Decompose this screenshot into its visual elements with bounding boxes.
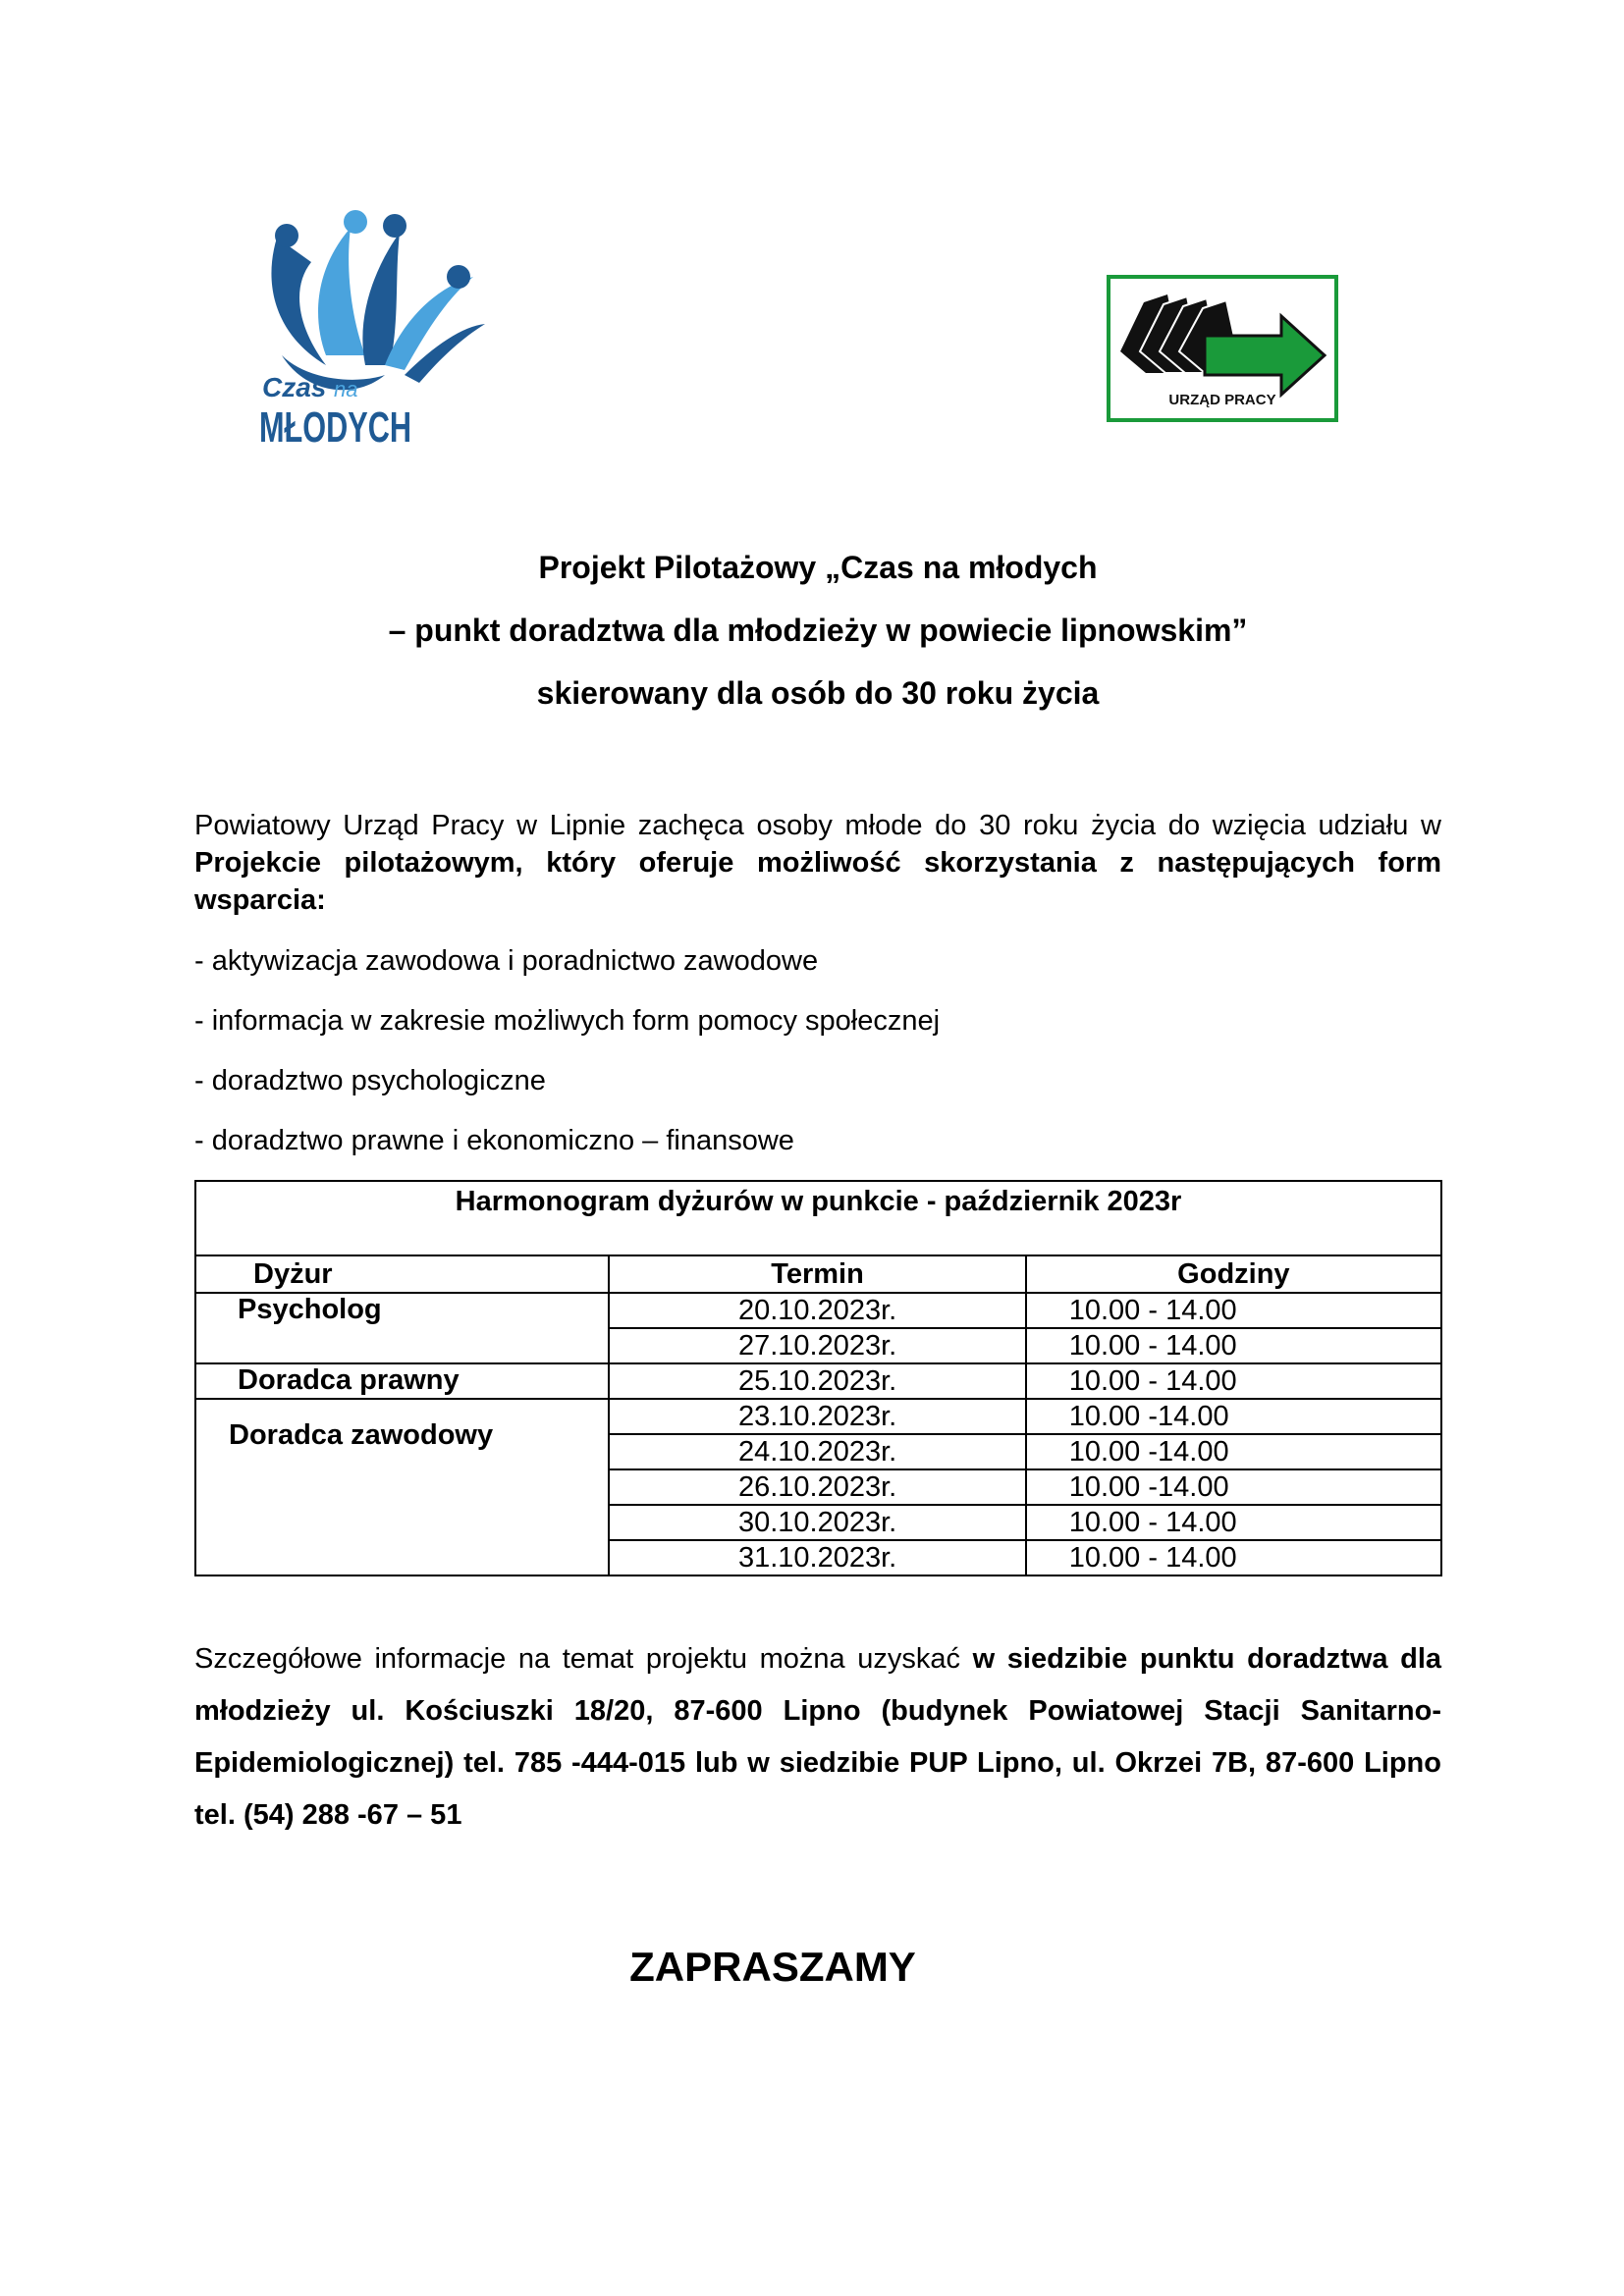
date-cell: 25.10.2023r. xyxy=(609,1363,1025,1399)
list-item: - doradztwo psychologiczne xyxy=(194,1065,546,1096)
intro-bold-text: Projekcie pilotażowym, który oferuje możliwość skorzystania z następujących form wsparcia: xyxy=(194,847,1441,916)
schedule-title: Harmonogram dyżurów w punkcie - październik 2023r xyxy=(195,1181,1441,1255)
czas-na-mlodych-logo xyxy=(257,208,493,454)
role-label: Doradca zawodowy xyxy=(229,1418,494,1451)
svg-text:MŁODYCH: MŁODYCH xyxy=(259,403,411,452)
date-cell: 31.10.2023r. xyxy=(609,1540,1025,1575)
title-line-2: – punkt doradztwa dla młodzieży w powiecie lipnowskim” xyxy=(388,613,1248,648)
intro-paragraph xyxy=(194,807,1441,919)
role-cell xyxy=(195,1399,609,1575)
table-header-row xyxy=(195,1255,1441,1293)
title-line-1: Projekt Pilotażowy „Czas na młodych xyxy=(538,550,1098,585)
hours-cell: 10.00 - 14.00 xyxy=(1026,1540,1441,1575)
list-item: - aktywizacja zawodowa i poradnictwo zawodowe xyxy=(194,945,819,977)
invitation-footer xyxy=(0,1944,1624,1991)
title-line-3: skierowany dla osób do 30 roku życia xyxy=(536,675,1100,711)
date-cell: 30.10.2023r. xyxy=(609,1505,1025,1540)
column-header-termin: Termin xyxy=(609,1255,1025,1293)
column-header-godziny: Godziny xyxy=(1026,1255,1441,1293)
column-header-dyzur: Dyżur xyxy=(195,1255,609,1293)
list-item: - informacja w zakresie możliwych form pomocy społecznej xyxy=(194,1005,941,1037)
svg-text:na: na xyxy=(334,377,358,401)
date-cell: 26.10.2023r. xyxy=(609,1469,1025,1505)
svg-text:Czas: Czas xyxy=(262,372,327,402)
hours-cell: 10.00 -14.00 xyxy=(1026,1434,1441,1469)
table-row xyxy=(195,1293,1441,1328)
role-cell: Doradca prawny xyxy=(195,1363,609,1399)
table-title-row xyxy=(195,1181,1441,1255)
schedule-table xyxy=(194,1180,1442,1576)
intro-text: Powiatowy Urząd Pracy w Lipnie zachęca osoby młode do 30 roku życia do wzięcia udziału w xyxy=(194,810,1441,841)
invitation-text: ZAPRASZAMY xyxy=(629,1944,916,1990)
table-row xyxy=(195,1399,1441,1434)
details-bold-text: w siedzibie punktu doradztwa dla młodzieży ul. Kościuszki 18/20, 87-600 Lipno (budynek Powiatowej Stacji Sanitarno- Epidemiologicznej) tel. 785 -444-015 lub w siedzibie PUP Lipno, ul. Okrzei 7B, 87-600 Lipno tel. (54) 288 -67 – 51 xyxy=(194,1643,1441,1831)
date-cell: 27.10.2023r. xyxy=(609,1328,1025,1363)
details-paragraph xyxy=(194,1633,1441,1842)
details-text: Szczegółowe informacje na temat projektu można uzyskać xyxy=(194,1643,973,1675)
date-cell: 24.10.2023r. xyxy=(609,1434,1025,1469)
hours-cell: 10.00 - 14.00 xyxy=(1026,1293,1441,1328)
urzad-pracy-emblem-icon xyxy=(1107,275,1338,422)
document-title xyxy=(194,546,1441,734)
support-forms-list xyxy=(194,942,1441,1182)
hours-cell: 10.00 - 14.00 xyxy=(1026,1328,1441,1363)
svg-text:URZĄD PRACY: URZĄD PRACY xyxy=(1168,392,1276,408)
role-spacer xyxy=(229,1452,608,1540)
hours-cell: 10.00 - 14.00 xyxy=(1026,1363,1441,1399)
hours-cell: 10.00 -14.00 xyxy=(1026,1469,1441,1505)
urzad-pracy-logo xyxy=(1107,275,1338,422)
role-cell: Psycholog xyxy=(195,1293,609,1363)
hours-cell: 10.00 - 14.00 xyxy=(1026,1505,1441,1540)
list-item: - doradztwo prawne i ekonomiczno – finansowe xyxy=(194,1125,794,1156)
date-cell: 23.10.2023r. xyxy=(609,1399,1025,1434)
date-cell: 20.10.2023r. xyxy=(609,1293,1025,1328)
table-row xyxy=(195,1363,1441,1399)
czas-na-mlodych-emblem-icon xyxy=(257,208,493,454)
hours-cell: 10.00 -14.00 xyxy=(1026,1399,1441,1434)
